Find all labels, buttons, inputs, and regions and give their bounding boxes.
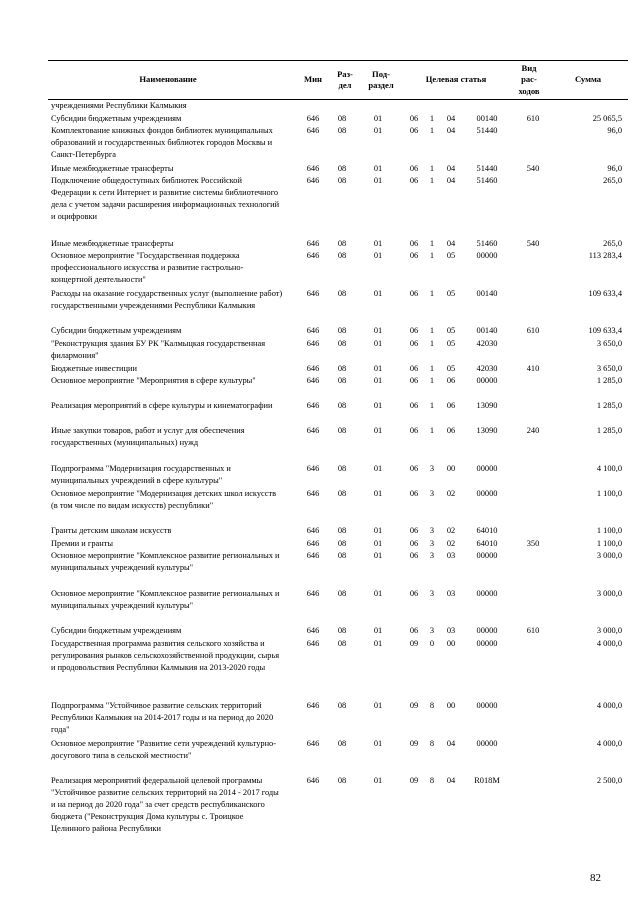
cell-sum: 1 285,0 — [596, 426, 622, 435]
cell-t4: 00000 — [476, 626, 498, 635]
cell-t2: 3 — [429, 588, 435, 598]
cell-t1: 06 — [409, 551, 419, 560]
cell-t2: 0 — [429, 638, 435, 648]
cell-t4: 64010 — [476, 538, 498, 548]
cell-t4: 42030 — [476, 338, 498, 348]
cell-razd: 08 — [337, 363, 347, 373]
row-name: Бюджетные инвестиции — [51, 363, 137, 373]
row-name: Государственная программа развития сельского хозяйства и регулирования рынков сельскохозяйственной продукции, сырья и продовольствия Республики Калмыкия на 2013-2020 годы — [51, 638, 280, 672]
cell-min: 646 — [306, 176, 320, 185]
row-name: Подпрограмма "Модернизация государственных и муниципальных учреждений в сфере культуры" — [51, 463, 231, 485]
cell-vid: 410 — [526, 363, 540, 373]
row-name: Субсидии бюджетным учреждениям — [51, 113, 182, 123]
cell-t1: 09 — [409, 738, 419, 748]
cell-min: 646 — [306, 251, 320, 260]
cell-t4: 13090 — [476, 401, 498, 410]
cell-t3: 00 — [446, 701, 456, 710]
cell-sum: 1 100,0 — [596, 538, 622, 548]
cell-t1: 09 — [409, 638, 419, 648]
cell-t1: 06 — [409, 251, 419, 260]
row-name: учреждениями Республики Калмыкия — [51, 101, 187, 110]
header-name: Наименование — [139, 74, 197, 85]
cell-t1: 09 — [409, 776, 419, 785]
cell-t3: 04 — [446, 238, 456, 248]
cell-podr: 01 — [373, 463, 383, 473]
header-podrazd: Под- раздел — [368, 68, 394, 90]
page-number: 82 — [590, 872, 601, 884]
cell-razd: 08 — [337, 326, 347, 335]
cell-t3: 03 — [446, 551, 456, 560]
cell-t2: 3 — [429, 538, 435, 548]
cell-t2: 1 — [429, 338, 435, 348]
cell-t4: R018M — [474, 776, 500, 785]
cell-t2: 1 — [429, 126, 435, 135]
cell-t2: 8 — [429, 738, 435, 748]
cell-t2: 8 — [429, 701, 435, 710]
cell-sum: 96,0 — [607, 126, 622, 135]
cell-t1: 06 — [409, 113, 419, 123]
row-name: Комплектование книжных фондов библиотек муниципальных образований и государственных библиотек городов Москвы и Санкт-Петербурга — [51, 126, 273, 159]
header-vid: Вид рас- ходов — [518, 63, 540, 96]
cell-razd: 08 — [337, 488, 347, 498]
row-name: Субсидии бюджетным учреждениям — [51, 326, 182, 335]
cell-min: 646 — [306, 488, 320, 498]
cell-t4: 00000 — [476, 701, 498, 710]
cell-t3: 03 — [446, 588, 456, 598]
cell-t3: 00 — [446, 463, 456, 473]
cell-sum: 3 650,0 — [596, 363, 622, 373]
cell-min: 646 — [306, 338, 320, 348]
cell-razd: 08 — [337, 376, 347, 385]
cell-t3: 02 — [446, 526, 456, 535]
row-name: Основное мероприятие "Мероприятия в сфере культуры" — [51, 376, 256, 385]
cell-t2: 1 — [429, 163, 435, 173]
cell-sum: 96,0 — [607, 163, 622, 173]
cell-podr: 01 — [373, 326, 383, 335]
cell-t2: 1 — [429, 113, 435, 123]
cell-t1: 06 — [409, 238, 419, 248]
cell-t4: 51440 — [476, 126, 498, 135]
cell-t3: 02 — [446, 488, 456, 498]
cell-sum: 4 000,0 — [596, 701, 622, 710]
cell-podr: 01 — [373, 288, 383, 298]
row-name: Основное мероприятие "Государственная поддержка профессионального искусства и развитие гастрольно-концертной деятельности" — [51, 251, 244, 284]
cell-razd: 08 — [337, 588, 347, 598]
cell-razd: 08 — [337, 551, 347, 560]
cell-t1: 06 — [409, 426, 419, 435]
row-name: Иные межбюджетные трансферты — [51, 238, 174, 248]
cell-razd: 08 — [337, 251, 347, 260]
cell-min: 646 — [306, 238, 320, 248]
cell-t4: 00140 — [476, 326, 498, 335]
cell-min: 646 — [306, 113, 320, 123]
cell-min: 646 — [306, 288, 320, 298]
cell-t4: 00000 — [476, 738, 498, 748]
cell-sum: 4 100,0 — [596, 463, 622, 473]
cell-t4: 00000 — [476, 251, 498, 260]
cell-t2: 1 — [429, 426, 435, 435]
cell-sum: 3 000,0 — [596, 626, 622, 635]
cell-t4: 00000 — [476, 588, 498, 598]
cell-t3: 05 — [446, 326, 456, 335]
cell-min: 646 — [306, 126, 320, 135]
cell-razd: 08 — [337, 126, 347, 135]
cell-min: 646 — [306, 526, 320, 535]
header-target: Целевая статья — [425, 74, 487, 85]
cell-t4: 00000 — [476, 463, 498, 473]
cell-razd: 08 — [337, 526, 347, 535]
cell-t3: 05 — [446, 288, 456, 298]
cell-t1: 06 — [409, 626, 419, 635]
cell-min: 646 — [306, 551, 320, 560]
cell-min: 646 — [306, 363, 320, 373]
cell-razd: 08 — [337, 176, 347, 185]
cell-t4: 00000 — [476, 488, 498, 498]
cell-t2: 1 — [429, 288, 435, 298]
cell-t2: 1 — [429, 401, 435, 410]
cell-vid: 350 — [526, 538, 540, 548]
cell-t3: 04 — [446, 776, 456, 785]
cell-razd: 08 — [337, 113, 347, 123]
cell-podr: 01 — [373, 426, 383, 435]
row-name: Субсидии бюджетным учреждениям — [51, 626, 182, 635]
cell-sum: 1 100,0 — [596, 488, 622, 498]
cell-podr: 01 — [373, 776, 383, 785]
cell-sum: 2 500,0 — [596, 776, 622, 785]
cell-min: 646 — [306, 426, 320, 435]
row-name: Иные закупки товаров, работ и услуг для обеспечения государственных (муниципальных) нужд — [51, 426, 245, 447]
cell-t2: 1 — [429, 238, 435, 248]
cell-podr: 01 — [373, 488, 383, 498]
cell-razd: 08 — [337, 538, 347, 548]
cell-podr: 01 — [373, 401, 383, 410]
cell-razd: 08 — [337, 426, 347, 435]
cell-podr: 01 — [373, 238, 383, 248]
cell-t3: 06 — [446, 376, 456, 385]
cell-t2: 3 — [429, 463, 435, 473]
cell-t3: 02 — [446, 538, 456, 548]
cell-min: 646 — [306, 463, 320, 473]
cell-t1: 06 — [409, 338, 419, 348]
cell-min: 646 — [306, 376, 320, 385]
cell-t1: 06 — [409, 163, 419, 173]
cell-t1: 06 — [409, 463, 419, 473]
row-name: Иные межбюджетные трансферты — [51, 163, 174, 173]
row-name: Основное мероприятие "Комплексное развитие региональных и муниципальных учреждений культуры" — [51, 588, 280, 610]
cell-t4: 00000 — [476, 551, 498, 560]
cell-sum: 4 000,0 — [596, 638, 622, 648]
cell-podr: 01 — [373, 376, 383, 385]
cell-min: 646 — [306, 738, 320, 748]
cell-t4: 13090 — [476, 426, 498, 435]
cell-t3: 06 — [446, 426, 456, 435]
header-sum: Сумма — [574, 74, 602, 85]
cell-t3: 06 — [446, 401, 456, 410]
cell-sum: 265,0 — [603, 238, 622, 248]
cell-min: 646 — [306, 776, 320, 785]
cell-t1: 06 — [409, 401, 419, 410]
cell-t4: 64010 — [476, 526, 498, 535]
cell-t1: 06 — [409, 126, 419, 135]
row-name: Подпрограмма "Устойчивое развитие сельских территорий Республики Калмыкия на 2014-2017 годы и на период до 2020 года" — [51, 701, 274, 734]
row-name: "Реконструкция здания БУ РК "Калмыцкая государственная филармония" — [51, 338, 266, 360]
cell-razd: 08 — [337, 638, 347, 648]
cell-razd: 08 — [337, 626, 347, 635]
cell-podr: 01 — [373, 551, 383, 560]
cell-sum: 109 633,4 — [588, 326, 622, 335]
cell-min: 646 — [306, 326, 320, 335]
cell-t4: 42030 — [476, 363, 498, 373]
cell-min: 646 — [306, 401, 320, 410]
cell-t2: 8 — [429, 776, 435, 785]
cell-sum: 1 285,0 — [596, 401, 622, 410]
cell-vid: 610 — [526, 113, 540, 123]
cell-t1: 06 — [409, 326, 419, 335]
cell-t1: 06 — [409, 588, 419, 598]
cell-t3: 05 — [446, 363, 456, 373]
cell-vid: 540 — [526, 238, 540, 248]
cell-podr: 01 — [373, 126, 383, 135]
cell-t3: 04 — [446, 176, 456, 185]
cell-t1: 06 — [409, 176, 419, 185]
cell-t3: 05 — [446, 338, 456, 348]
cell-t4: 00000 — [476, 638, 498, 648]
cell-t1: 06 — [409, 376, 419, 385]
cell-razd: 08 — [337, 401, 347, 410]
cell-podr: 01 — [373, 626, 383, 635]
cell-razd: 08 — [337, 338, 347, 348]
cell-razd: 08 — [337, 288, 347, 298]
header-razd: Раз- дел — [337, 68, 353, 90]
cell-vid: 610 — [526, 326, 540, 335]
cell-t2: 3 — [429, 626, 435, 635]
row-name: Реализация мероприятий в сфере культуры и кинематографии — [51, 401, 273, 410]
cell-t2: 1 — [429, 376, 435, 385]
cell-podr: 01 — [373, 176, 383, 185]
cell-podr: 01 — [373, 251, 383, 260]
cell-t2: 3 — [429, 551, 435, 560]
cell-t3: 04 — [446, 163, 456, 173]
cell-t1: 06 — [409, 288, 419, 298]
cell-vid: 240 — [526, 426, 540, 435]
cell-razd: 08 — [337, 238, 347, 248]
cell-vid: 540 — [526, 163, 540, 173]
cell-t4: 00140 — [476, 288, 498, 298]
cell-min: 646 — [306, 626, 320, 635]
cell-t4: 51440 — [476, 163, 498, 173]
cell-sum: 113 283,4 — [588, 251, 622, 260]
row-name: Премии и гранты — [51, 538, 113, 548]
cell-t2: 3 — [429, 488, 435, 498]
cell-t3: 05 — [446, 251, 456, 260]
row-name: Гранты детским школам искусств — [51, 526, 172, 535]
cell-t2: 1 — [429, 251, 435, 260]
table-header — [48, 60, 628, 100]
cell-t1: 09 — [409, 701, 419, 710]
cell-min: 646 — [306, 163, 320, 173]
cell-vid: 610 — [526, 626, 540, 635]
cell-sum: 265,0 — [603, 176, 622, 185]
header-min: Мин — [303, 74, 322, 85]
cell-sum: 1 100,0 — [596, 526, 622, 535]
cell-sum: 3 000,0 — [596, 551, 622, 560]
cell-t2: 1 — [429, 326, 435, 335]
cell-sum: 25 065,5 — [592, 113, 622, 123]
cell-t4: 00000 — [476, 376, 498, 385]
cell-t4: 00140 — [476, 113, 498, 123]
cell-podr: 01 — [373, 738, 383, 748]
cell-podr: 01 — [373, 638, 383, 648]
row-name: Расходы на оказание государственных услуг (выполнение работ) государственными учреждениями Республики Калмыкия — [51, 288, 283, 310]
cell-sum: 3 000,0 — [596, 588, 622, 598]
row-name: Основное мероприятие "Комплексное развитие региональных и муниципальных учреждений культуры" — [51, 551, 280, 572]
cell-razd: 08 — [337, 463, 347, 473]
cell-t4: 51460 — [476, 176, 498, 185]
row-name: Основное мероприятие "Развитие сети учреждений культурно-досугового типа в сельской местности" — [51, 738, 277, 760]
cell-min: 646 — [306, 701, 320, 710]
cell-razd: 08 — [337, 738, 347, 748]
cell-min: 646 — [306, 588, 320, 598]
cell-t3: 04 — [446, 738, 456, 748]
cell-sum: 109 633,4 — [588, 288, 622, 298]
cell-podr: 01 — [373, 163, 383, 173]
row-name: Основное мероприятие "Модернизация детских школ искусств (в том числе по видам искусств) республики" — [51, 488, 277, 510]
cell-sum: 1 285,0 — [596, 376, 622, 385]
row-name: Реализация мероприятий федеральной целевой программы "Устойчивое развитие сельских территорий на 2014 - 2017 годы и на период до 2020 года" за счет средств республиканского бюджета ("Реконструкция Дома культуры с. Троицкое Целинного района Республики — [51, 776, 279, 833]
cell-razd: 08 — [337, 701, 347, 710]
cell-t1: 06 — [409, 526, 419, 535]
cell-podr: 01 — [373, 538, 383, 548]
cell-t2: 1 — [429, 176, 435, 185]
cell-t3: 03 — [446, 626, 456, 635]
cell-podr: 01 — [373, 526, 383, 535]
cell-razd: 08 — [337, 776, 347, 785]
cell-t3: 04 — [446, 126, 456, 135]
cell-min: 646 — [306, 538, 320, 548]
cell-min: 646 — [306, 638, 320, 648]
row-name: Подключение общедоступных библиотек Российской Федерации к сети Интернет и развитие системы библиотечного дела с учетом задачи расширения информационных технологий и оцифровки — [51, 176, 280, 221]
cell-t1: 06 — [409, 538, 419, 548]
cell-t4: 51460 — [476, 238, 498, 248]
cell-podr: 01 — [373, 363, 383, 373]
cell-t1: 06 — [409, 488, 419, 498]
cell-t1: 06 — [409, 363, 419, 373]
cell-sum: 3 650,0 — [596, 338, 622, 348]
cell-t2: 1 — [429, 363, 435, 373]
cell-t3: 04 — [446, 113, 456, 123]
cell-podr: 01 — [373, 113, 383, 123]
cell-t2: 3 — [429, 526, 435, 535]
cell-sum: 4 000,0 — [596, 738, 622, 748]
cell-podr: 01 — [373, 701, 383, 710]
cell-t3: 00 — [446, 638, 456, 648]
cell-podr: 01 — [373, 338, 383, 348]
cell-podr: 01 — [373, 588, 383, 598]
cell-razd: 08 — [337, 163, 347, 173]
